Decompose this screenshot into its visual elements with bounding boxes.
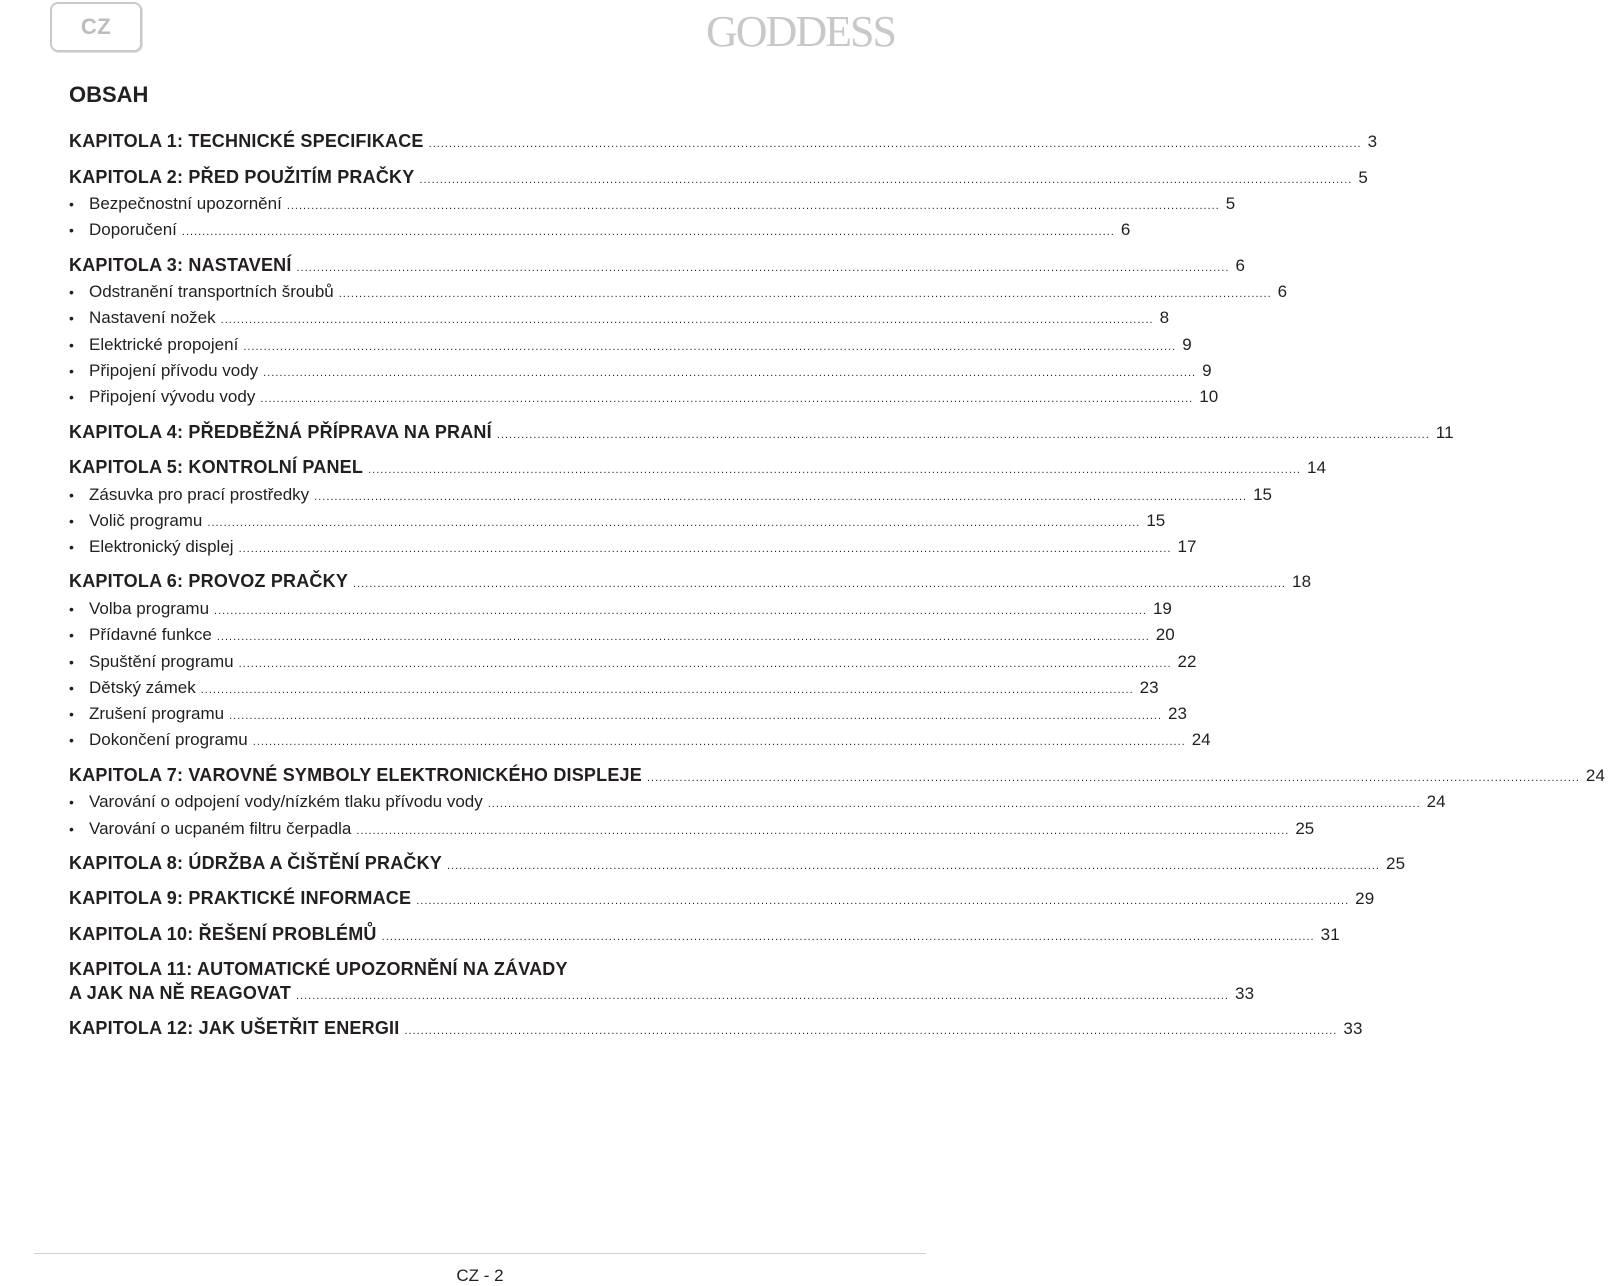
dot-leader: ...................................................................................................................................................................................................................................... (260, 393, 1194, 406)
page-number: 6 (1120, 220, 1131, 240)
entry-label: Varování o ucpaném filtru čerpadla (89, 818, 352, 838)
toc-chapter-entry (69, 852, 1406, 879)
toc-chapter-entry (69, 887, 1375, 914)
entry-label: Připojení vývodu vody (89, 387, 256, 407)
toc-sub-entry (69, 790, 1446, 816)
dot-leader: ...................................................................................................................................................................................................................................... (220, 314, 1154, 327)
page-number: 9 (1182, 334, 1192, 354)
toc-chapter-entry (69, 456, 1327, 483)
bullet-icon: • (69, 706, 74, 723)
dot-leader: ...................................................................................................................................................................................................................................... (243, 340, 1177, 353)
footer-page-number: CZ - 2 (456, 1266, 504, 1285)
goddess-logo (706, 4, 936, 56)
dot-leader: ...................................................................................................................................................................................................................................... (646, 771, 1580, 784)
entry-label: KAPITOLA 3: NASTAVENÍ (69, 254, 292, 275)
page-number: 24 (1585, 765, 1606, 785)
entry-label: Přídavné funkce (89, 625, 212, 645)
bullet-icon: • (69, 732, 74, 749)
dot-leader: ...................................................................................................................................................................................................................................... (447, 859, 1380, 872)
toc-chapter-entry (69, 958, 1255, 1008)
footer-divider (34, 1253, 926, 1254)
entry-label: Zrušení programu (89, 704, 225, 724)
entry-label: Varování o odpojení vody/nízkém tlaku přívodu vody (89, 792, 483, 812)
toc-sub-entry (69, 817, 1315, 843)
page-number: 23 (1139, 677, 1159, 697)
toc-chapter-entry (69, 1017, 1363, 1044)
table-of-contents (69, 130, 1606, 1044)
entry-label: Volič programu (89, 510, 203, 530)
entry-label: KAPITOLA 7: VAROVNÉ SYMBOLY ELEKTRONICKÉHO DISPLEJE (69, 764, 642, 785)
page-number: 9 (1202, 360, 1212, 380)
page-number: 15 (1146, 510, 1166, 530)
bullet-icon: • (69, 284, 74, 301)
page-number: 6 (1235, 255, 1246, 275)
logo-text: GODDESS (706, 7, 895, 56)
dot-leader: ...................................................................................................................................................................................................................................... (338, 288, 1272, 301)
dot-leader: ...................................................................................................................................................................................................................................... (314, 490, 1248, 503)
page-number: 24 (1191, 730, 1211, 750)
bullet-icon: • (69, 310, 74, 327)
toc-sub-entry (69, 385, 1219, 411)
page-number: 6 (1277, 282, 1288, 302)
page-number: 19 (1152, 598, 1172, 618)
bullet-icon: • (69, 600, 74, 617)
page-number: 18 (1291, 572, 1312, 592)
toc-chapter-entry (69, 254, 1246, 281)
toc-sub-entry (69, 623, 1175, 649)
toc-chapter-entry (69, 570, 1312, 597)
page-number: 33 (1343, 1019, 1363, 1039)
bullet-icon: • (69, 820, 74, 837)
dot-leader: ...................................................................................................................................................................................................................................... (252, 736, 1186, 749)
page-number: 24 (1426, 792, 1446, 812)
dot-leader: ...................................................................................................................................................................................................................................... (229, 710, 1163, 723)
entry-label: KAPITOLA 4: PŘEDBĚŽNÁ PŘÍPRAVA NA PRANÍ (69, 421, 492, 442)
bullet-icon: • (69, 336, 74, 353)
dot-leader: ...................................................................................................................................................................................................................................... (416, 895, 1350, 908)
page-number: 29 (1355, 889, 1375, 909)
entry-label: Dětský zámek (89, 677, 196, 697)
dot-leader: ...................................................................................................................................................................................................................................... (368, 464, 1301, 477)
entry-label: Bezpečnostní upozornění (89, 194, 282, 213)
dot-leader: ...................................................................................................................................................................................................................................... (356, 824, 1290, 837)
bullet-icon: • (69, 362, 74, 379)
entry-label: KAPITOLA 8: ÚDRŽBA A ČIŠTĚNÍ PRAČKY (69, 852, 443, 873)
page-number: 17 (1177, 537, 1197, 557)
entry-label: Zásuvka pro prací prostředky (89, 484, 310, 504)
bullet-icon: • (69, 222, 74, 239)
page-number: 10 (1199, 387, 1219, 407)
page-number: 8 (1159, 308, 1170, 328)
page-number: 5 (1225, 194, 1236, 213)
toc-chapter-entry (69, 923, 1340, 950)
toc-sub-entry (69, 728, 1211, 754)
page-title: OBSAH (69, 82, 149, 107)
entry-label: KAPITOLA 10: ŘEŠENÍ PROBLÉMŮ (69, 923, 377, 944)
entry-label-line2-row (69, 982, 1255, 1009)
toc-sub-entry (69, 650, 1197, 676)
dot-leader: ...................................................................................................................................................................................................................................... (286, 200, 1220, 212)
dot-leader: ...................................................................................................................................................................................................................................... (200, 683, 1134, 696)
bullet-icon: • (69, 794, 74, 811)
entry-label: Elektrické propojení (89, 334, 239, 354)
bullet-icon: • (69, 486, 74, 503)
dot-leader: ...................................................................................................................................................................................................................................... (238, 543, 1172, 556)
entry-label: Nastavení nožek (89, 308, 216, 328)
bullet-icon: • (69, 679, 74, 696)
dot-leader: ...................................................................................................................................................................................................................................... (428, 138, 1362, 150)
entry-label: KAPITOLA 9: PRAKTICKÉ INFORMACE (69, 888, 412, 909)
toc-sub-entry (69, 535, 1197, 561)
toc-sub-entry (69, 306, 1170, 332)
dot-leader: ...................................................................................................................................................................................................................................... (353, 578, 1286, 591)
toc-sub-entry (69, 218, 1131, 244)
entry-label: KAPITOLA 1: TECHNICKÉ SPECIFIKACE (69, 131, 424, 151)
toc-sub-entry (69, 483, 1272, 509)
dot-leader: ...................................................................................................................................................................................................................................... (404, 1025, 1338, 1038)
page-number: 25 (1295, 818, 1315, 838)
bullet-icon: • (69, 389, 74, 406)
entry-label: KAPITOLA 2: PŘED POUŽITÍM PRAČKY (69, 166, 415, 187)
toc-sub-entry (69, 359, 1212, 385)
toc-sub-entry (69, 597, 1172, 623)
entry-label: Elektronický displej (89, 537, 234, 557)
page-number: 11 (1435, 422, 1454, 442)
dot-leader: ...................................................................................................................................................................................................................................... (214, 604, 1147, 617)
toc-sub-entry (69, 509, 1166, 535)
entry-label: Spuštění programu (89, 651, 234, 671)
dot-leader: ...................................................................................................................................................................................................................................... (381, 930, 1315, 943)
entry-label: Připojení přívodu vody (89, 360, 259, 380)
entry-label: KAPITOLA 6: PROVOZ PRAČKY (69, 571, 349, 592)
entry-label: Doporučení (89, 220, 177, 240)
dot-leader: ...................................................................................................................................................................................................................................... (263, 366, 1197, 379)
dot-leader: ...................................................................................................................................................................................................................................... (181, 226, 1115, 239)
language-tab (50, 2, 142, 52)
page-number: 14 (1307, 458, 1327, 478)
page-number: 23 (1168, 704, 1187, 724)
dot-leader: ...................................................................................................................................................................................................................................... (238, 657, 1172, 670)
toc-sub-entry (69, 702, 1187, 728)
page-number: 25 (1385, 853, 1406, 873)
dot-leader: ...................................................................................................................................................................................................................................... (487, 798, 1421, 811)
page-number: 31 (1320, 924, 1340, 944)
toc-chapter-entry (69, 421, 1454, 448)
dot-leader: ...................................................................................................................................................................................................................................... (419, 173, 1353, 186)
entry-label: KAPITOLA 5: KONTROLNÍ PANEL (69, 457, 364, 478)
entry-label: Dokončení programu (89, 730, 248, 750)
language-label: CZ (80, 14, 112, 39)
page-number: 20 (1155, 625, 1175, 645)
dot-leader: ...................................................................................................................................................................................................................................... (216, 631, 1150, 644)
page-number: 3 (1367, 132, 1378, 151)
entry-label: A JAK NA NĚ REAGOVAT (69, 982, 292, 1003)
bullet-icon: • (69, 653, 74, 670)
bullet-icon: • (69, 627, 74, 644)
bullet-icon: • (69, 196, 74, 212)
toc-sub-entry (69, 333, 1192, 359)
entry-label: KAPITOLA 12: JAK UŠETŘIT ENERGII (69, 1018, 400, 1039)
toc-sub-entry (69, 676, 1159, 702)
dot-leader: ...................................................................................................................................................................................................................................... (296, 261, 1230, 274)
entry-label-line1: KAPITOLA 11: AUTOMATICKÉ UPOZORNĚNÍ NA ZÁVADY (69, 959, 568, 980)
entry-label: Volba programu (89, 598, 210, 618)
page-number: 5 (1358, 167, 1368, 187)
toc-chapter-entry (69, 764, 1606, 791)
toc-chapter-entry (69, 166, 1368, 193)
dot-leader: ...................................................................................................................................................................................................................................... (296, 989, 1229, 1002)
page-number: 15 (1253, 484, 1272, 504)
dot-leader: ...................................................................................................................................................................................................................................... (207, 516, 1141, 529)
entry-label: Odstranění transportních šroubů (89, 282, 334, 302)
toc-sub-entry (69, 280, 1288, 306)
bullet-icon: • (69, 539, 74, 556)
dot-leader: ...................................................................................................................................................................................................................................... (496, 428, 1430, 441)
page-number: 22 (1177, 651, 1197, 671)
bullet-icon: • (69, 512, 74, 529)
toc-sub-entry (69, 192, 1236, 218)
toc-chapter-entry (69, 130, 1378, 157)
page-number: 33 (1234, 983, 1255, 1003)
